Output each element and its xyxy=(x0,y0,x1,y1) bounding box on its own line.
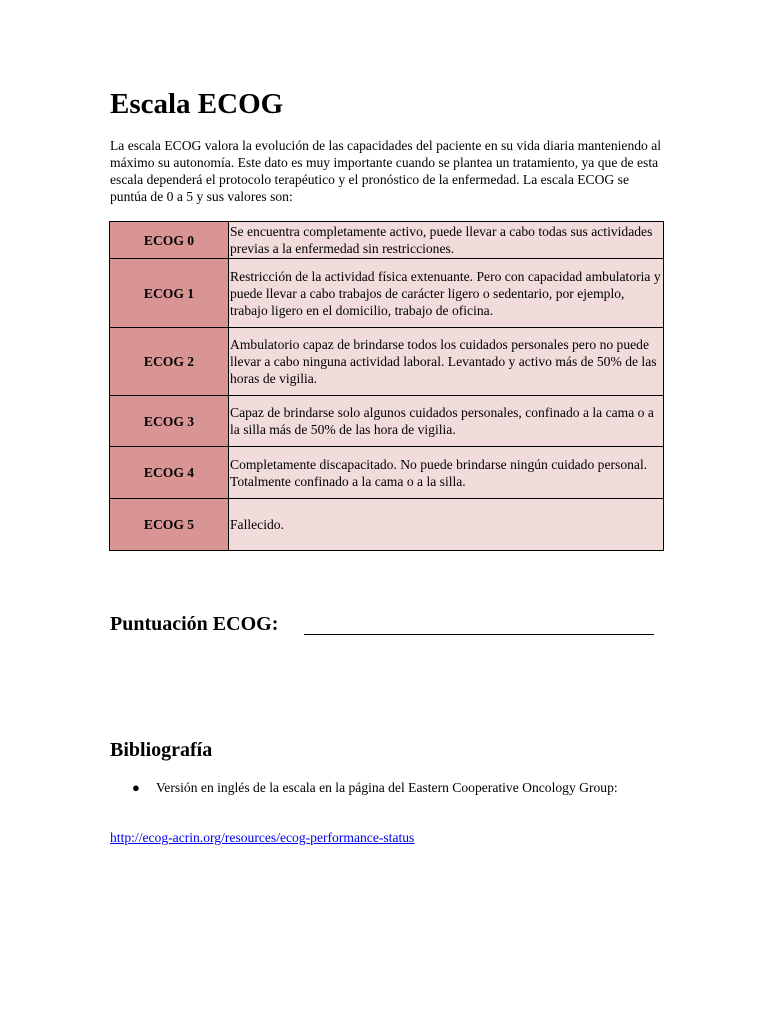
ecog-description-cell: Completamente discapacitado. No puede brindarse ningún cuidado personal. Totalmente confinado a la cama o a la silla. xyxy=(229,447,664,499)
table-row xyxy=(110,259,664,328)
bullet-dot-icon: ● xyxy=(132,780,140,795)
table-row xyxy=(110,447,664,499)
list-item xyxy=(110,779,665,796)
table-row xyxy=(110,328,664,396)
page-title: Escala ECOG xyxy=(110,88,284,120)
table-row xyxy=(110,499,664,551)
table-row xyxy=(110,222,664,259)
ecog-level-cell: ECOG 2 xyxy=(110,328,229,396)
ecog-level-cell: ECOG 1 xyxy=(110,259,229,328)
score-blank-line xyxy=(304,634,654,635)
ecog-level-cell: ECOG 3 xyxy=(110,396,229,447)
ecog-reference-link[interactable]: http://ecog-acrin.org/resources/ecog-performance-status xyxy=(110,830,415,845)
ecog-level-cell: ECOG 0 xyxy=(110,222,229,259)
score-label: Puntuación ECOG: xyxy=(110,613,279,635)
ecog-description-cell: Ambulatorio capaz de brindarse todos los cuidados personales pero no puede llevar a cabo ninguna actividad laboral. Levantado y activo más de 50% de las horas de vigilia. xyxy=(229,328,664,396)
table-row xyxy=(110,396,664,447)
ecog-level-cell: ECOG 4 xyxy=(110,447,229,499)
ecog-table xyxy=(109,221,664,551)
bibliography-heading: Bibliografía xyxy=(110,739,213,761)
ecog-description-cell: Restricción de la actividad física extenuante. Pero con capacidad ambulatoria y puede llevar a cabo trabajos de carácter ligero o sedentario, por ejemplo, trabajo ligero en el domicilio, trabajo de oficina. xyxy=(229,259,664,328)
bibliography-list xyxy=(110,779,665,796)
ecog-level-cell: ECOG 5 xyxy=(110,499,229,551)
intro-paragraph: La escala ECOG valora la evolución de las capacidades del paciente en su vida diaria manteniendo al máximo su autonomía. Este dato es muy importante cuando se plantea un tratamiento, ya que de esta escala dependerá el protocolo terapéutico y el pronóstico de la enfermedad. La escala ECOG se puntúa de 0 a 5 y sus valores son: xyxy=(110,138,662,204)
bibliography-item-text: Versión en inglés de la escala en la página del Eastern Cooperative Oncology Group: xyxy=(156,780,618,795)
ecog-description-cell: Capaz de brindarse solo algunos cuidados personales, confinado a la cama o a la silla más de 50% de las hora de vigilia. xyxy=(229,396,664,447)
ecog-description-cell: Se encuentra completamente activo, puede llevar a cabo todas sus actividades previas a la enfermedad sin restricciones. xyxy=(229,222,664,259)
ecog-description-cell: Fallecido. xyxy=(229,499,664,551)
